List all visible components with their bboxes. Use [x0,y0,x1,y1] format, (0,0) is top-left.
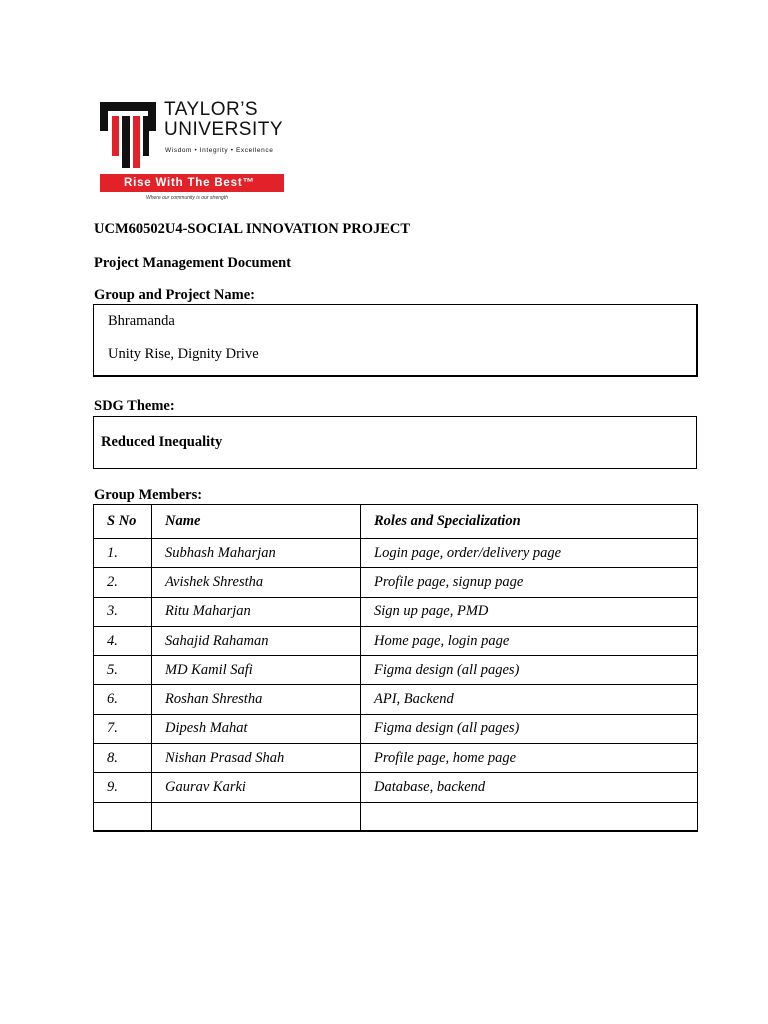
table-row [94,685,698,714]
table-row [94,568,698,597]
cell-name: Dipesh Mahat [152,714,361,743]
cell-roles: Profile page, home page [361,744,698,773]
rise-with-the-best-banner [100,174,284,192]
university-name-line2: UNIVERSITY [164,119,284,140]
cell-roles: Figma design (all pages) [361,714,698,743]
group-name: Bhramanda [108,313,175,329]
cell-roles: Login page, order/delivery page [361,539,698,568]
project-name: Unity Rise, Dignity Drive [108,346,259,362]
cell-roles: Figma design (all pages) [361,656,698,685]
cell-sno: 9. [94,773,152,802]
cell-roles [361,802,698,831]
cell-roles: Home page, login page [361,626,698,655]
cell-sno: 2. [94,568,152,597]
table-row-empty [94,802,698,831]
cell-name: Roshan Shrestha [152,685,361,714]
cell-name: MD Kamil Safi [152,656,361,685]
cell-roles: API, Backend [361,685,698,714]
cell-roles: Sign up page, PMD [361,597,698,626]
table-header-row [94,505,698,539]
taylors-university-logo [100,100,290,205]
banner-text: Rise With The Best™ [124,177,255,189]
table-row [94,714,698,743]
cell-roles: Profile page, signup page [361,568,698,597]
cell-sno: 6. [94,685,152,714]
cell-name: Nishan Prasad Shah [152,744,361,773]
course-title: UCM60502U4-SOCIAL INNOVATION PROJECT [94,221,411,237]
cell-sno: 7. [94,714,152,743]
sdg-theme-label: SDG Theme: [94,398,175,414]
cell-sno [94,802,152,831]
table-row [94,539,698,568]
group-members-table [93,504,698,832]
university-name-line1: TAYLOR’S [164,99,259,120]
cell-sno: 1. [94,539,152,568]
cell-name: Subhash Maharjan [152,539,361,568]
sdg-theme-box [93,416,697,469]
cell-name: Sahajid Rahaman [152,626,361,655]
column-header-name: Name [152,505,361,539]
column-header-roles: Roles and Specialization [361,505,698,539]
cell-name: Avishek Shrestha [152,568,361,597]
table-row [94,597,698,626]
sdg-theme-value: Reduced Inequality [101,434,223,450]
cell-roles: Database, backend [361,773,698,802]
group-members-label: Group Members: [94,487,203,503]
shield-icon [100,102,156,168]
cell-name: Ritu Maharjan [152,597,361,626]
cell-name [152,802,361,831]
document-title: Project Management Document [94,255,292,271]
university-name [164,100,283,140]
cell-name: Gaurav Karki [152,773,361,802]
university-tagline: Wisdom • Integrity • Excellence [165,147,274,154]
column-header-sno: S No [94,505,152,539]
group-project-box [93,304,698,377]
table-row [94,626,698,655]
cell-sno: 4. [94,626,152,655]
table-row [94,744,698,773]
table-row [94,656,698,685]
group-project-label: Group and Project Name: [94,287,255,303]
community-slogan: Where our community is our strength [146,195,228,201]
table-row [94,773,698,802]
cell-sno: 8. [94,744,152,773]
cell-sno: 5. [94,656,152,685]
cell-sno: 3. [94,597,152,626]
